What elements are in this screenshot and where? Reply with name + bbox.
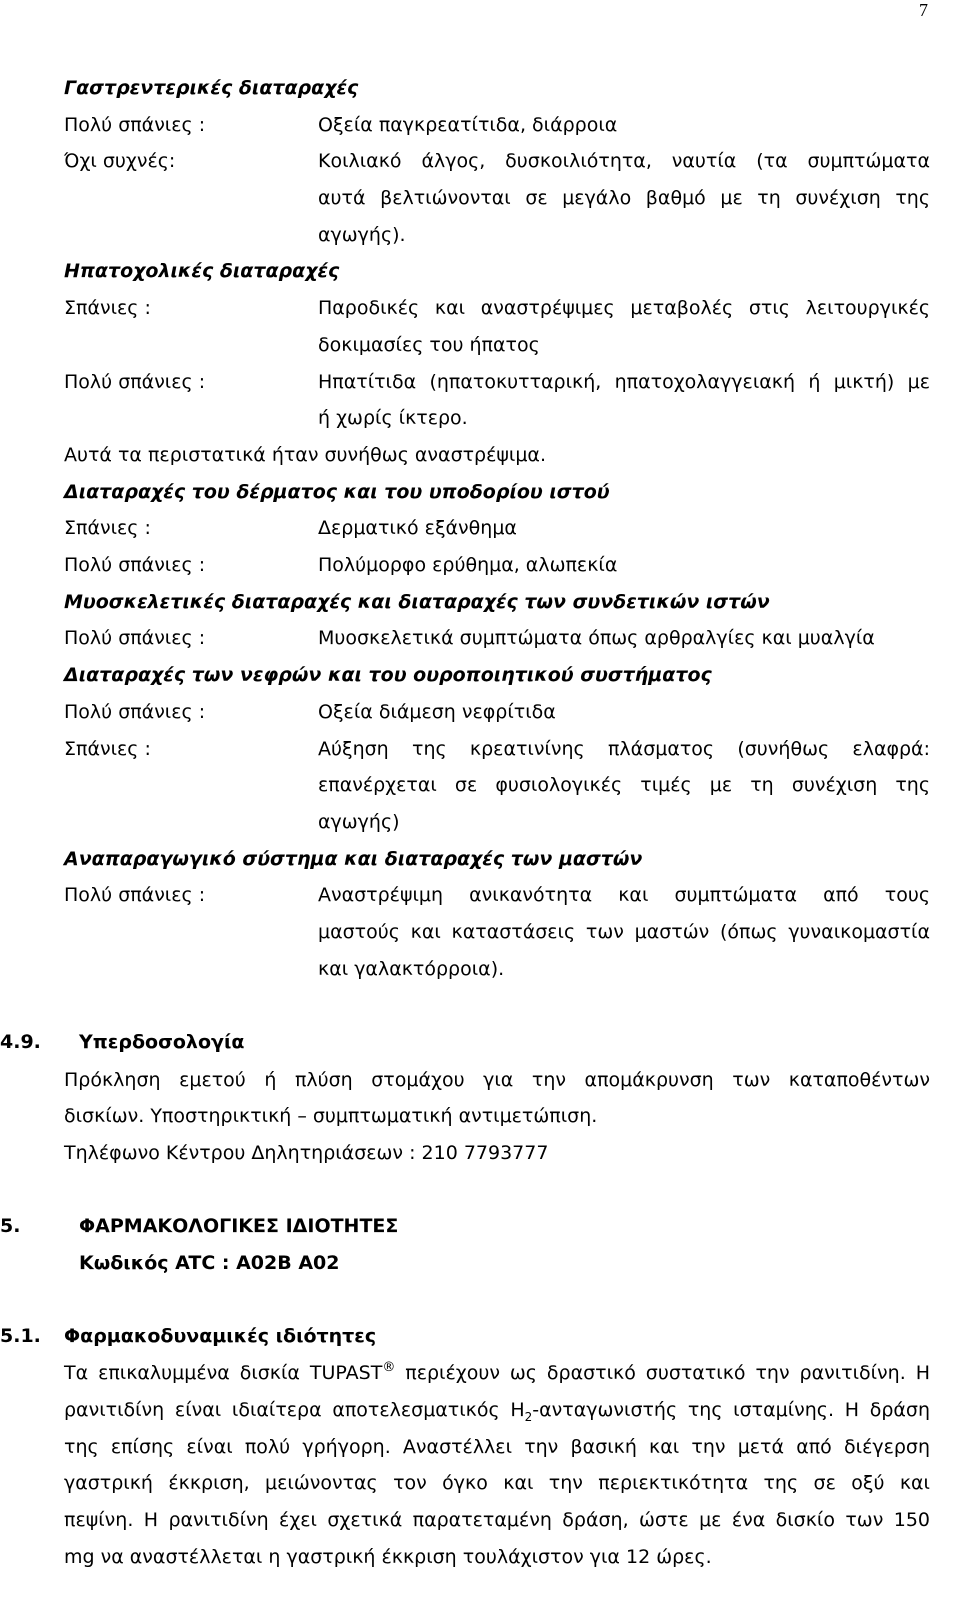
effect-text: Μυοσκελετικά συμπτώματα όπως αρθραλγίες και μυαλγία [318,627,875,649]
effect-text: Οξεία διάμεση νεφρίτιδα [318,701,556,723]
text-segment: Τα επικαλυμμένα δισκία TUPAST [64,1362,383,1384]
effect-text: ή χωρίς ίκτερο. [318,407,468,429]
freq-label: Πολύ σπάνιες : [64,554,206,576]
effect-text: Δερματικό εξάνθημα [318,517,517,539]
text-segment: -ανταγωνιστής της ισταμίνης. Η δράση [532,1399,930,1421]
paragraph-line: mg να αναστέλλεται η γαστρική έκκριση τουλάχιστον για 12 ώρες. [64,1546,712,1568]
heading-gi: Γαστρεντερικές διαταραχές [64,77,359,99]
freq-label: Όχι συχνές: [64,150,176,172]
section-title-pharmacological: ΦΑΡΜΑΚΟΛΟΓΙΚΕΣ ΙΔΙΟΤΗΤΕΣ [79,1215,399,1237]
freq-label: Πολύ σπάνιες : [64,371,206,393]
section-title-pharmacodynamic: Φαρμακοδυναμικές ιδιότητες [64,1325,377,1347]
effect-text: Ηπατίτιδα (ηπατοκυτταρική, ηπατοχολαγγειακή ή μικτή) με [318,371,930,393]
paragraph-line [64,1361,930,1388]
paragraph-line: γαστρική έκκριση, μειώνοντας τον όγκο και την περιεκτικότητα της σε οξύ και [64,1472,930,1494]
atc-code: Κωδικός ATC : A02B A02 [79,1252,340,1274]
text-segment: ρανιτιδίνη είναι ιδιαίτερα αποτελεσματικός Η [64,1399,525,1421]
heading-musculoskeletal: Μυοσκελετικές διαταραχές και διαταραχές των συνδετικών ιστών [64,591,770,613]
paragraph-line: Πρόκληση εμετού ή πλύση στομάχου για την απομάκρυνση των καταποθέντων [64,1069,930,1091]
paragraph-line: της επίσης είναι πολύ γρήγορη. Αναστέλλει την βασική και την μετά από διέγερση [64,1436,930,1458]
section-title-overdose: Υπερδοσολογία [79,1031,245,1053]
registered-mark: ® [382,1360,396,1375]
freq-label: Σπάνιες : [64,297,151,319]
freq-label: Πολύ σπάνιες : [64,884,206,906]
effect-text: αγωγής) [318,811,400,833]
note-text: Αυτά τα περιστατικά ήταν συνήθως αναστρέψιμα. [64,444,546,466]
heading-reproductive: Αναπαραγωγικό σύστημα και διαταραχές των μαστών [64,848,643,870]
heading-hepatobiliary: Ηπατοχολικές διαταραχές [64,260,340,282]
section-number: 5. [0,1215,21,1237]
paragraph-line: δισκίων. Υποστηρικτική – συμπτωματική αντιμετώπιση. [64,1105,598,1127]
effect-text: επανέρχεται σε φυσιολογικές τιμές με τη συνέχιση της [318,774,930,796]
freq-label: Πολύ σπάνιες : [64,627,206,649]
effect-text: Αύξηση της κρεατινίνης πλάσματος (συνήθως ελαφρά: [318,738,930,760]
page-number: 7 [919,0,928,20]
freq-label: Σπάνιες : [64,517,151,539]
effect-text: Πολύμορφο ερύθημα, αλωπεκία [318,554,618,576]
effect-text: Παροδικές και αναστρέψιμες μεταβολές στις λειτουργικές [318,297,930,319]
effect-text: δοκιμασίες του ήπατος [318,334,540,356]
poison-center-phone: Τηλέφωνο Κέντρου Δηλητηριάσεων : 210 7793777 [64,1142,549,1164]
section-number: 5.1. [0,1325,41,1347]
paragraph-line: πεψίνη. Η ρανιτιδίνη έχει σχετικά παρατεταμένη δράση, ώστε με ένα δισκίο των 150 [64,1509,930,1531]
effect-text: Αναστρέψιμη ανικανότητα και συμπτώματα από τους [318,884,930,906]
text-segment: περιέχουν ως δραστικό συστατικό την ρανιτιδίνη. Η [395,1362,930,1384]
subscript: 2 [524,1409,533,1424]
freq-label: Πολύ σπάνιες : [64,701,206,723]
section-number: 4.9. [0,1031,41,1053]
heading-renal: Διαταραχές των νεφρών και του ουροποιητικού συστήματος [64,664,712,686]
effect-text: αγωγής). [318,224,406,246]
effect-text: Οξεία παγκρεατίτιδα, διάρροια [318,114,618,136]
paragraph-line [64,1398,930,1429]
effect-text: μαστούς και καταστάσεις των μαστών (όπως γυναικομαστία [318,921,930,943]
heading-skin: Διαταραχές του δέρματος και του υποδορίου ιστού [64,481,610,503]
effect-text: αυτά βελτιώνονται σε μεγάλο βαθμό με τη συνέχιση της [318,187,930,209]
freq-label: Πολύ σπάνιες : [64,114,206,136]
freq-label: Σπάνιες : [64,738,151,760]
effect-text: Κοιλιακό άλγος, δυσκοιλιότητα, ναυτία (τα συμπτώματα [318,150,930,172]
effect-text: και γαλακτόρροια). [318,958,505,980]
